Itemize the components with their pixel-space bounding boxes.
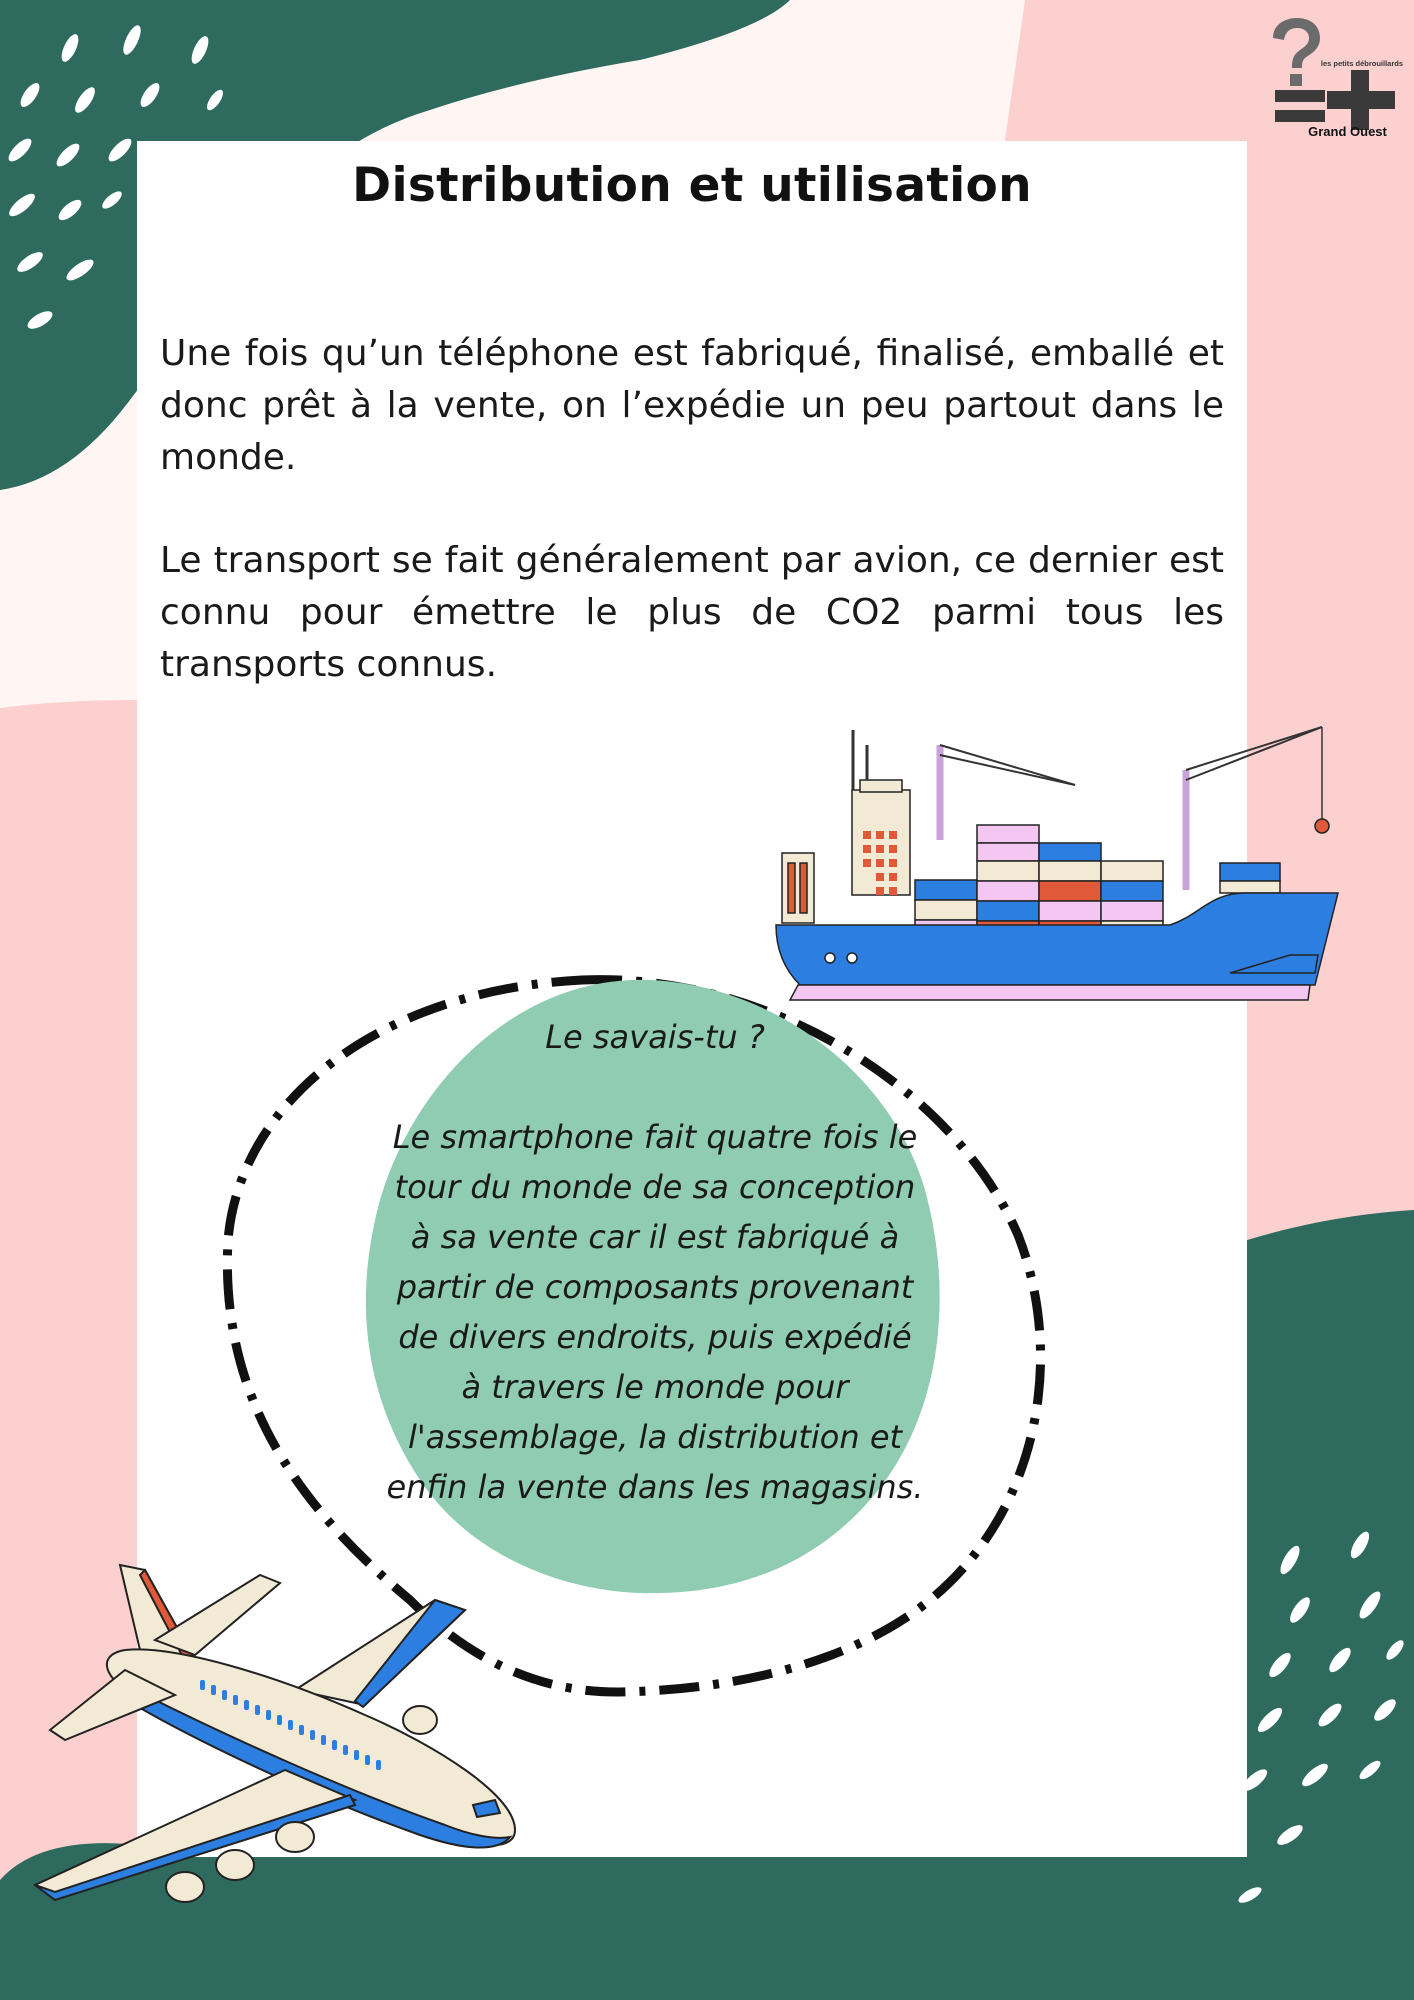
- airplane-illustration: [25, 1555, 535, 1915]
- fact-text: Le smartphone fait quatre fois le tour du monde de sa conception à sa vente car il est fabriqué à partir de composants provenant de divers endroits, puis expédié à travers le monde pour l'assemblage, la distribution et enfin la vente dans les magasins.: [386, 1118, 924, 1506]
- paragraph-shipping: Une fois qu’un téléphone est fabriqué, finalisé, emballé et donc prêt à la vente, on l’expédie un peu partout dans le monde.: [160, 333, 1224, 478]
- logo-region: Grand Ouest: [1308, 124, 1387, 139]
- page-title: Distribution et utilisation: [352, 158, 1032, 213]
- fact-title: Le savais-tu ?: [545, 1018, 765, 1056]
- logo-name: les petits débrouillards: [1320, 59, 1403, 68]
- fact-box: [385, 1012, 925, 1512]
- paragraph-transport: Le transport se fait généralement par avion, ce dernier est connu pour émettre le plus de CO2 parmi tous les transports connus.: [160, 540, 1224, 685]
- cargo-ship-illustration: [770, 725, 1345, 1005]
